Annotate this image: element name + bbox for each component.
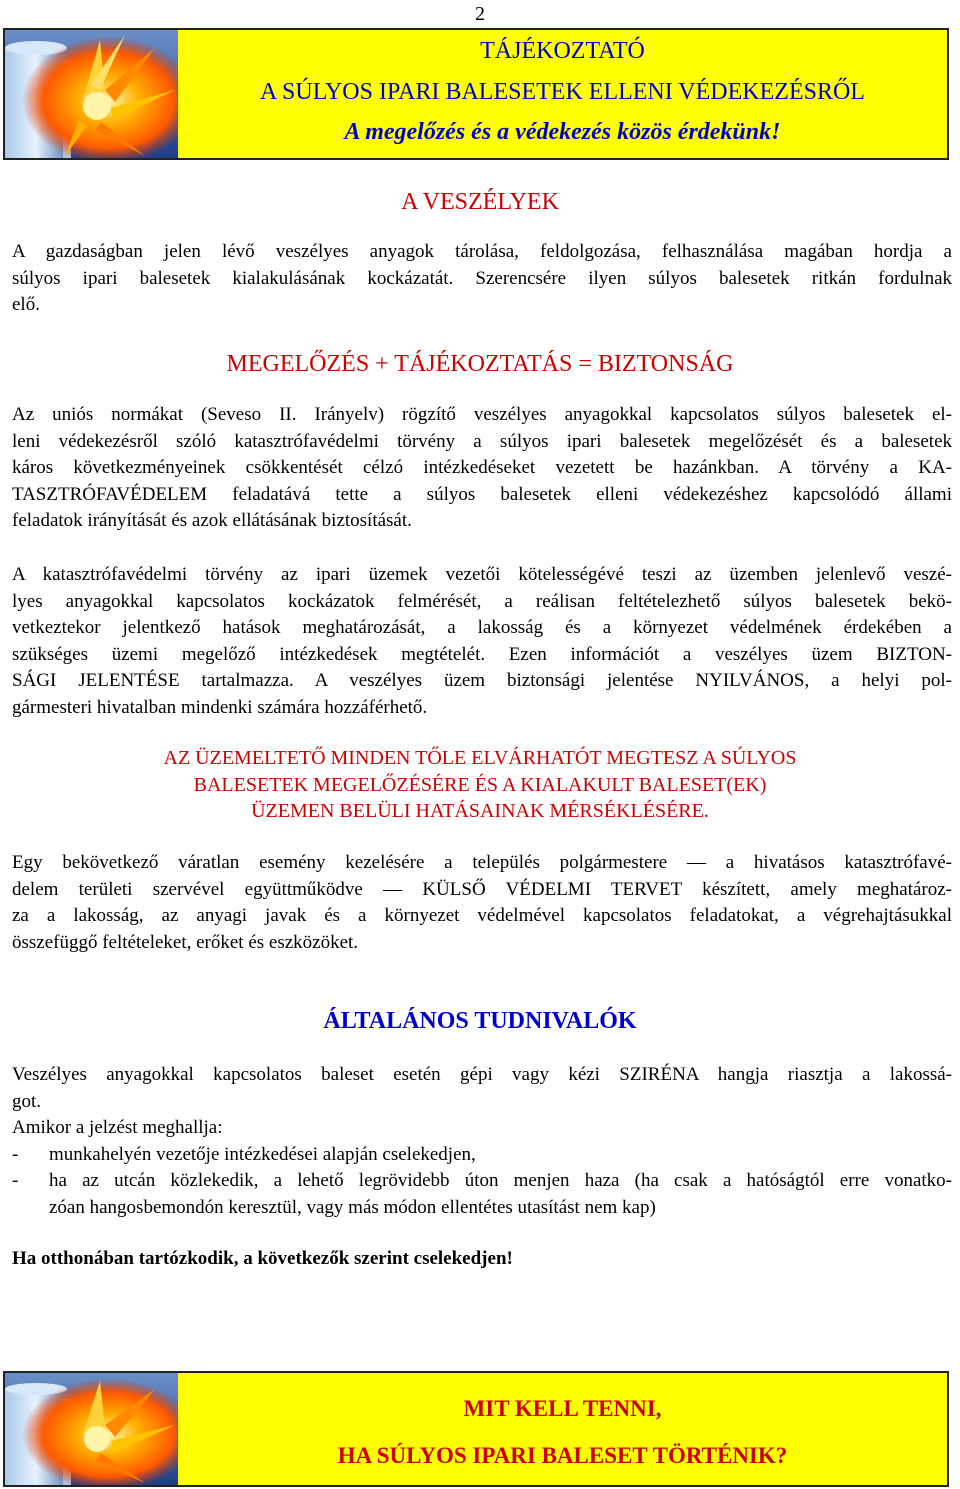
page-number: 2 — [475, 3, 485, 25]
text-line: A gazdaságban jelen lévő veszélyes anyagok tárolása, feldolgozása, felhasználása magában hordja a — [12, 241, 952, 262]
banner-text — [178, 30, 947, 158]
list-item — [12, 1168, 952, 1222]
paragraph-intro — [12, 239, 952, 319]
industrial-explosion-icon — [5, 1373, 178, 1485]
text-line: lyes anyagokkal kapcsolatos kockázatok felmérését, a reálisan feltételezhető súlyos balesetek bekö- — [12, 590, 952, 612]
banner-slogan: A megelőzés és a védekezés közös érdekünk! — [344, 119, 781, 145]
text-line: összefüggő feltételeket, erőket és eszközöket. — [12, 931, 359, 953]
alert-line: BALESETEK MEGELŐZÉSÉRE ÉS A KIALAKULT BALESET(EK) — [193, 773, 767, 796]
text-line: vetkeztekor jelentkező hatások meghatározását, a lakosság és a környezet védelmének érdekében a — [12, 617, 952, 639]
text-line: Veszélyes anyagokkal kapcsolatos baleset esetén gépi vagy kézi SZIRÉNA hangja riasztja a lakossá- — [12, 1064, 952, 1085]
info-banner-top — [3, 28, 949, 160]
list-bullet: - — [12, 1144, 19, 1165]
info-banner-bottom — [3, 1371, 949, 1487]
banner-subtitle: A SÚLYOS IPARI BALESETEK ELLENI VÉDEKEZÉSRŐL — [260, 79, 865, 105]
list-intro: Amikor a jelzést meghallja: — [12, 1117, 223, 1139]
text-line: leni védekezésről szóló katasztrófavédelmi törvény a súlyos ipari balesetek megelőzését és a balesetek — [12, 430, 952, 452]
text-line: delem területi szervével együttműködve — KÜLSŐ VÉDELMI TERVET készített, amely meghatároz- — [12, 878, 952, 900]
list-item — [12, 1142, 952, 1169]
text-line: munkahelyén vezetője intézkedései alapján cselekedjen, — [49, 1144, 476, 1165]
paragraph-seveso — [12, 402, 952, 535]
paragraph-external-plan — [12, 850, 952, 956]
banner-text — [178, 1373, 947, 1485]
text-line: zóan hangosbemondón keresztül, vagy más módon ellentétes utasítást nem kap) — [49, 1196, 656, 1218]
paragraph-law — [12, 562, 952, 722]
banner-title: TÁJÉKOZTATÓ — [480, 38, 645, 64]
paragraph-siren — [12, 1062, 952, 1142]
safety-equation: MEGELŐZÉS + TÁJÉKOZTATÁS = BIZTONSÁG — [226, 351, 734, 377]
text-line: elő. — [12, 294, 40, 316]
section-heading-general: ÁLTALÁNOS TUDNIVALÓK — [323, 1008, 637, 1034]
text-line: szükséges üzemi megelőző intézkedések megtételét. Ezen információt a veszélyes üzem BIZTON- — [12, 643, 952, 665]
industrial-explosion-icon — [5, 30, 178, 158]
text-line: gármesteri hivatalban mindenki számára hozzáférhető. — [12, 696, 428, 718]
alert-line: AZ ÜZEMELTETŐ MINDEN TŐLE ELVÁRHATÓT MEGTESZ A SÚLYOS — [163, 747, 797, 769]
operator-alert — [0, 745, 960, 825]
text-line: ha az utcán közlekedik, a lehető legrövidebb úton menjen haza (ha csak a hatóságtól erre vonatko- — [49, 1170, 952, 1191]
text-line: feladatok irányítását és azok ellátásának biztosítását. — [12, 510, 412, 532]
alert-line: ÜZEMEN BELÜLI HATÁSAINAK MÉRSÉKLÉSÉRE. — [251, 800, 709, 822]
banner-question-line2: HA SÚLYOS IPARI BALESET TÖRTÉNIK? — [337, 1443, 788, 1468]
text-line: got. — [12, 1090, 42, 1112]
text-line: za a lakosság, az anyagi javak és a környezet védelmével kapcsolatos feladatokat, a végrehajtásukkal — [12, 905, 952, 927]
text-line: Ha otthonában tartózkodik, a következők szerint cselekedjen! — [12, 1248, 513, 1269]
text-line: súlyos ipari balesetek kialakulásának kockázatát. Szerencsére ilyen súlyos balesetek ritkán fordulnak — [12, 267, 952, 289]
section-heading-hazards: A VESZÉLYEK — [401, 189, 559, 215]
text-line: SÁGI JELENTÉSE tartalmazza. A veszélyes üzem biztonsági jelentése NYILVÁNOS, a helyi pol- — [12, 670, 952, 692]
list-bullet: - — [12, 1170, 19, 1191]
text-line: Egy bekövetkező váratlan esemény kezelésére a település polgármestere — a hivatásos katasztrófavé- — [12, 852, 952, 873]
closing-instruction — [12, 1246, 952, 1273]
text-line: Az uniós normákat (Seveso II. Irányelv) rögzítő veszélyes anyagokkal kapcsolatos súlyos balesetek el- — [12, 404, 952, 425]
text-line: A katasztrófavédelmi törvény az ipari üzemek vezetői kötelességévé teszi az üzemben jelenlevő veszé- — [12, 564, 952, 585]
text-line: káros következményeinek csökkentését célzó intézkedéseket vezetett be hazánkban. A törvény a KA- — [12, 457, 952, 479]
text-line: TASZTRÓFAVÉDELEM feladatává tette a súlyos balesetek elleni védekezéshez kapcsolódó állami — [12, 483, 952, 505]
banner-question-line1: MIT KELL TENNI, — [463, 1396, 662, 1421]
